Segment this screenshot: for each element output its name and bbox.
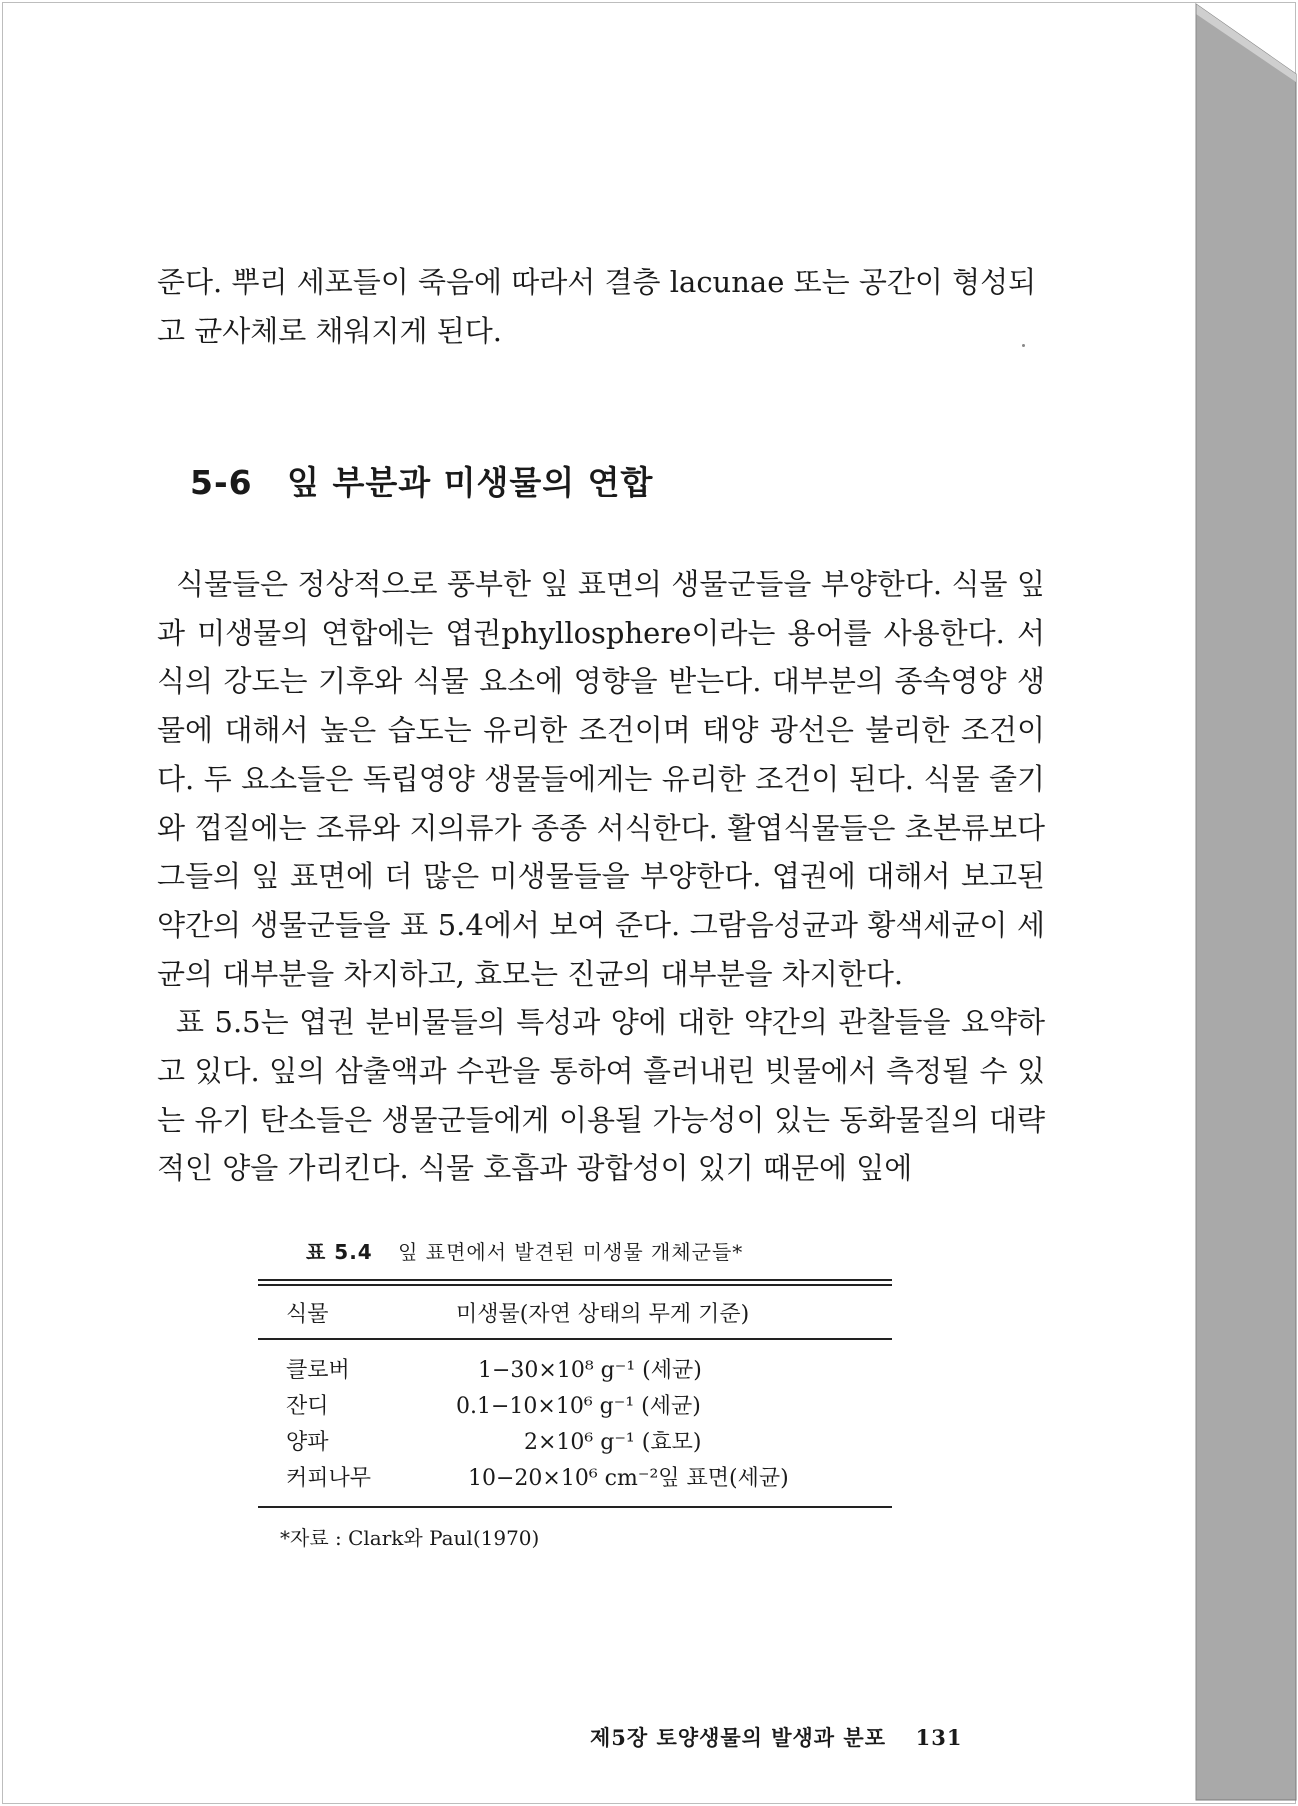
table-header (258, 1286, 892, 1340)
cell-plant: 양파 (286, 1429, 329, 1455)
cell-value: 10−20×10⁶ cm⁻²잎 표면(세균) (468, 1465, 789, 1491)
page-number: 131 (915, 1725, 963, 1750)
table-row (258, 1422, 892, 1458)
table-row (258, 1458, 892, 1494)
table-source-note: *자료 : Clark와 Paul(1970) (280, 1526, 540, 1550)
table-row (258, 1350, 892, 1386)
header-plant: 식물 (286, 1301, 329, 1327)
table-top-rule (258, 1279, 892, 1286)
cell-plant: 커피나무 (286, 1465, 372, 1491)
cell-plant: 잔디 (286, 1393, 329, 1419)
table-caption-title: 잎 표면에서 발견된 미생물 개체군들* (398, 1240, 744, 1264)
intro-line-1: 준다. 뿌리 세포들이 죽음에 따라서 결층 lacunae 또는 공간이 형성되 (157, 265, 1037, 299)
section-title: 잎 부분과 미생물의 연합 (287, 463, 654, 502)
page-footer (590, 1722, 963, 1752)
paragraph-1: 식물들은 정상적으로 풍부한 잎 표면의 생물군들을 부양한다. 식물 잎과 미생물의 연합에는 엽권phyllosphere이라는 용어를 사용한다. 서식의 강도는 기후와 식물 요소에 영향을 받는다. 대부분의 종속영양 생물에 대해서 높은 습도는 유리한 조건이며 태양 광선은 불리한 조건이다. 두 요소들은 독립영양 생물들에게는 유리한 조건이 된다. 식물 줄기와 껍질에는 조류와 지의류가 종종 서식한다. 활엽식물들은 초본류보다 그들의 잎 표면에 더 많은 미생물들을 부양한다. 엽권에 대해서 보고된 약간의 생물군들을 표 5.4에서 보여 준다. 그람음성균과 황색세균이 세균의 대부분을 차지하고, 효모는 진균의 대부분을 차지한다. (157, 567, 1045, 991)
header-microbe: 미생물(자연 상태의 무게 기준) (456, 1301, 750, 1327)
table-5-4 (258, 1236, 892, 1551)
footer-chapter: 제5장 토양생물의 발생과 분포 (590, 1725, 886, 1750)
intro-text (157, 258, 1045, 355)
intro-line-2: 고 균사체로 채워지게 된다. (157, 313, 503, 348)
table-row (258, 1386, 892, 1422)
section-heading (190, 457, 653, 504)
cell-value: 1−30×10⁸ g⁻¹ (세균) (478, 1357, 702, 1383)
cell-value: 0.1−10×10⁶ g⁻¹ (세균) (456, 1393, 701, 1419)
paragraph-2: 표 5.5는 엽권 분비물들의 특성과 양에 대한 약간의 관찰들을 요약하고 있다. 잎의 삼출액과 수관을 통하여 흘러내린 빗물에서 측정될 수 있는 유기 탄소들은 생물군들에게 이용될 가능성이 있는 동화물질의 대략적인 양을 가리킨다. 식물 호흡과 광합성이 있기 때문에 잎에 (157, 1005, 1045, 1186)
table-body (258, 1340, 892, 1508)
table-caption (306, 1236, 892, 1265)
table-caption-number: 표 5.4 (306, 1240, 373, 1264)
section-number: 5-6 (190, 463, 253, 502)
body-text (157, 560, 1045, 1193)
cell-value: 2×10⁶ g⁻¹ (효모) (524, 1429, 702, 1455)
cell-plant: 클로버 (286, 1357, 350, 1383)
